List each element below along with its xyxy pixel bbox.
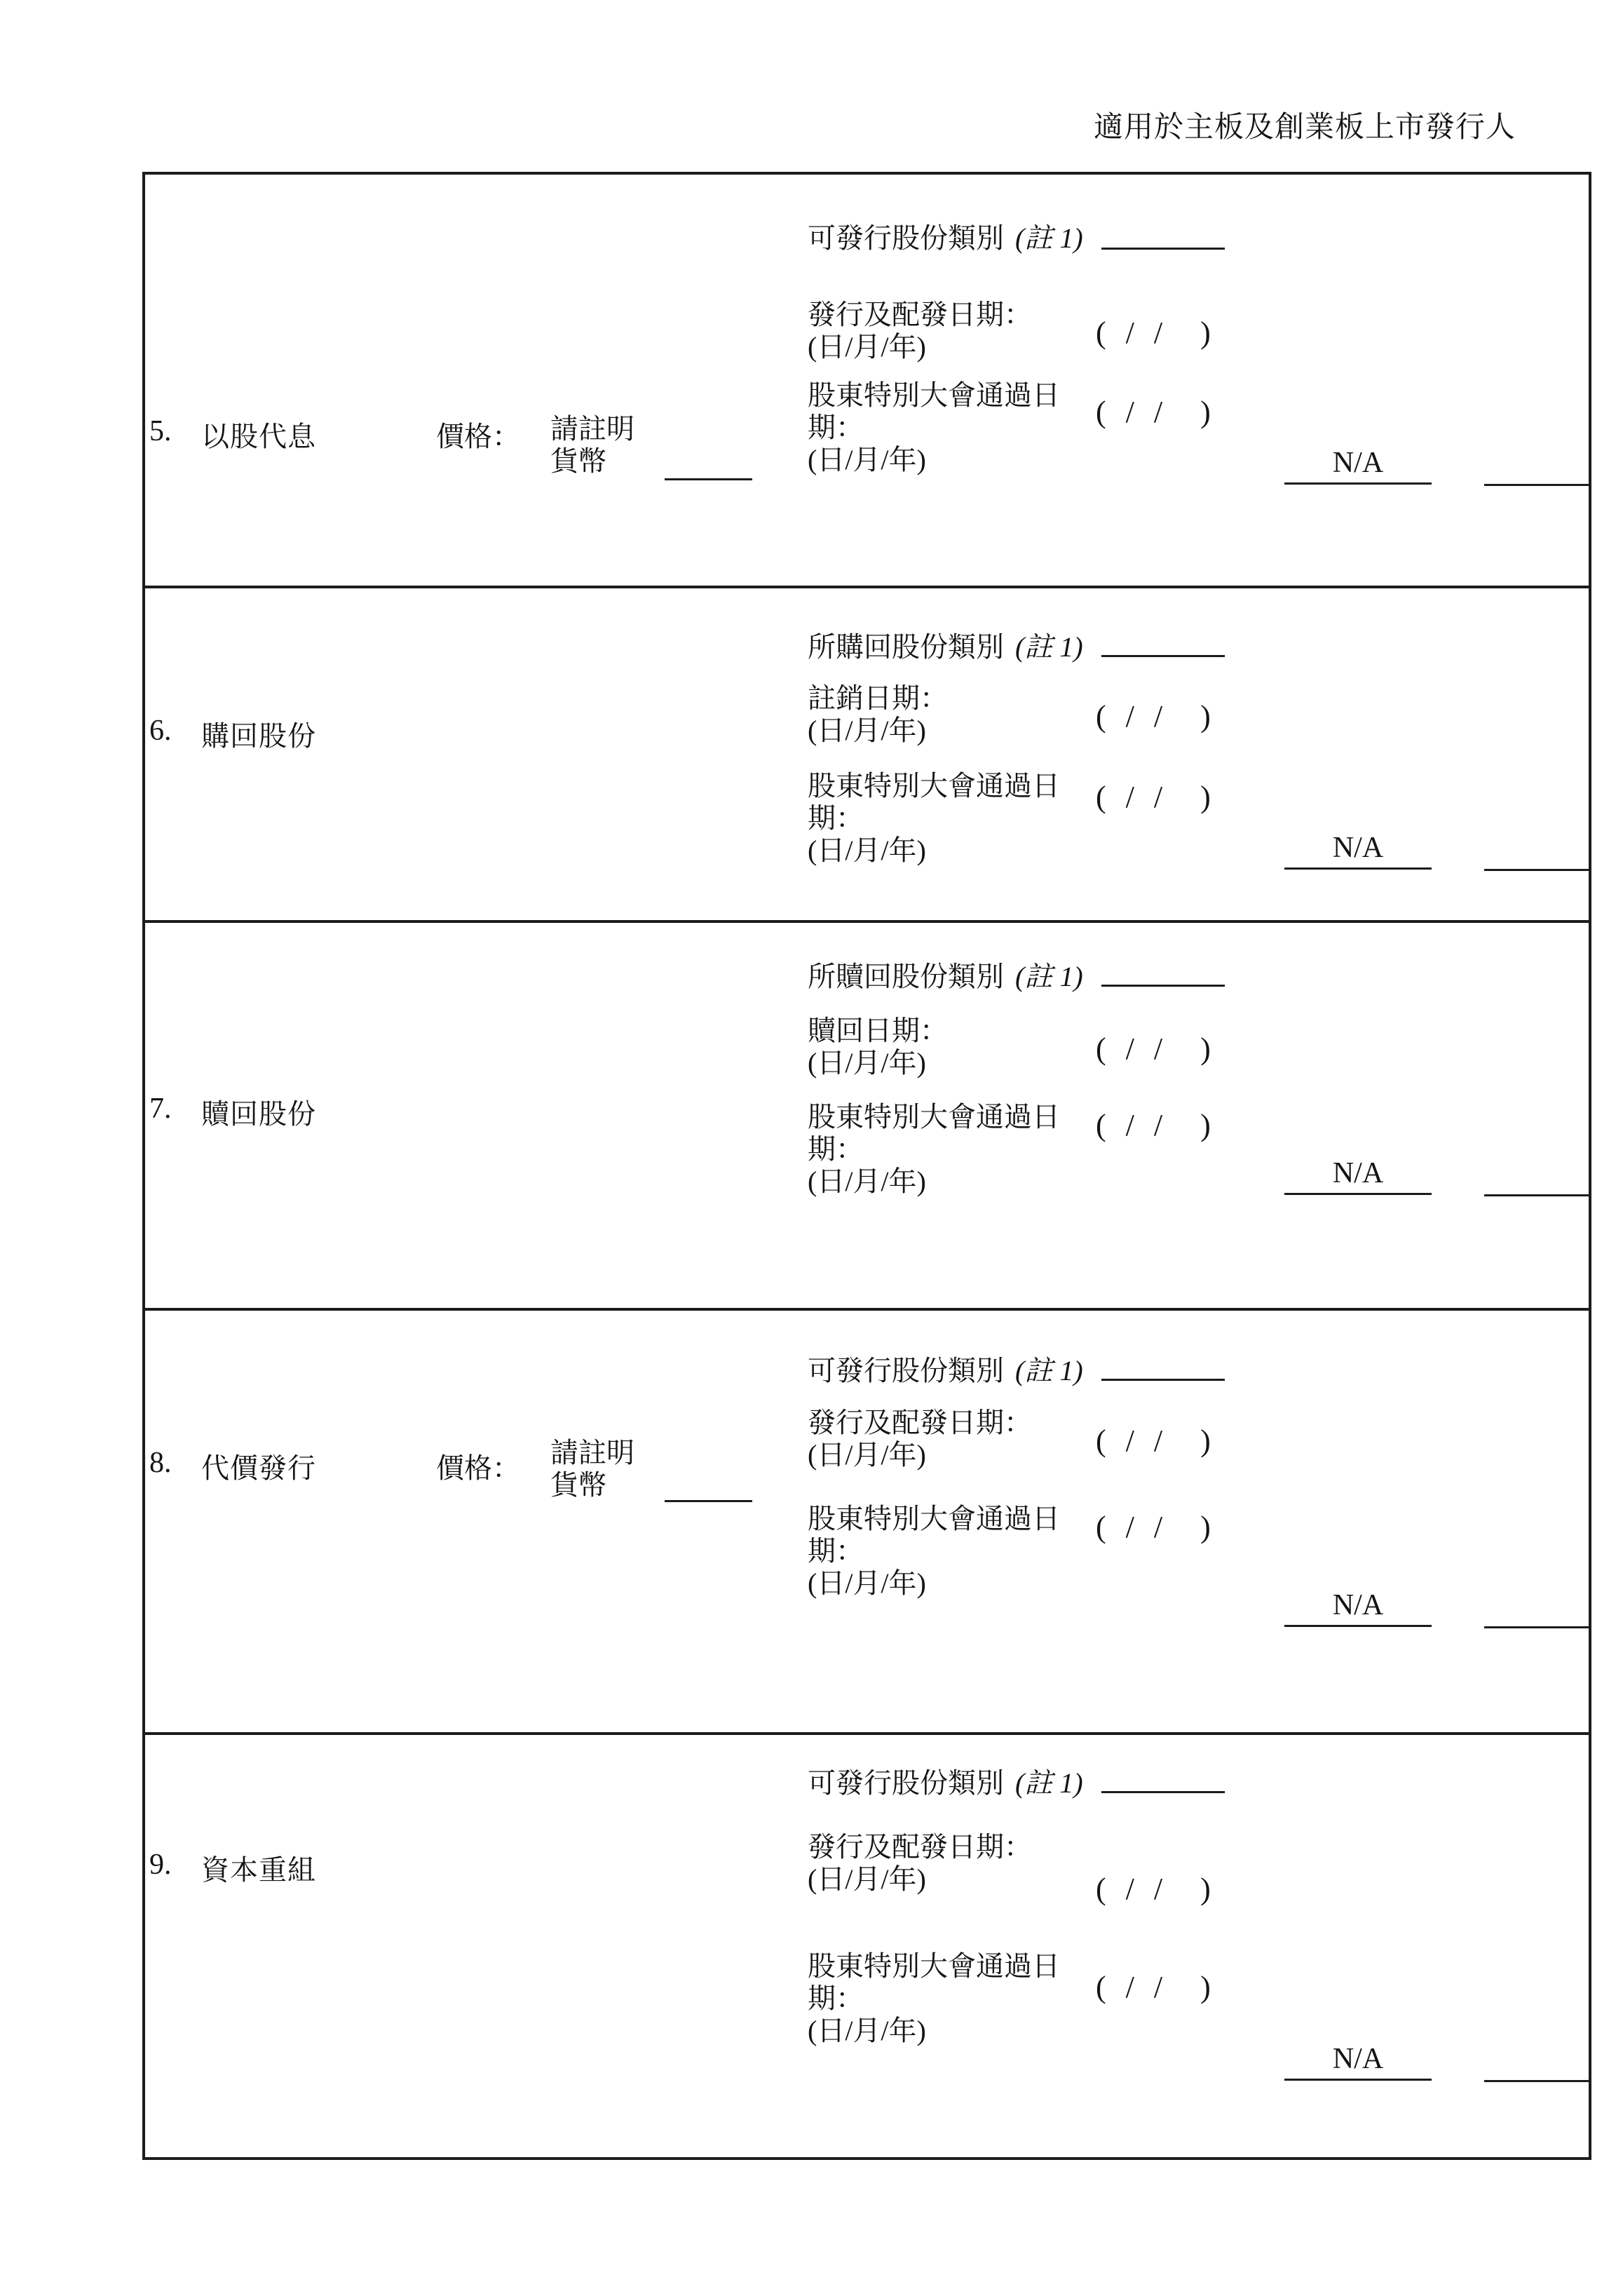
share-class-label — [808, 954, 1083, 994]
item-number: 7. — [149, 1093, 172, 1125]
issue-date-format: (日/月/年) — [808, 1439, 926, 1471]
share-class-note: (註 1) — [1015, 961, 1083, 992]
egm-date-label-line1: 股東特別大會通過日 — [808, 1503, 1060, 1534]
egm-date-format: (日/月/年) — [808, 1166, 926, 1197]
egm-date-label-line1: 股東特別大會通過日 — [808, 770, 1060, 802]
egm-date-format: (日/月/年) — [808, 2015, 926, 2046]
price-currency-note-line1: 請註明 — [550, 1437, 634, 1468]
egm-date-label — [808, 1503, 1109, 1600]
price-currency-note — [550, 1437, 634, 1501]
share-class-blank-line[interactable] — [1101, 985, 1225, 987]
price-currency-note-line1: 請註明 — [550, 413, 634, 445]
cancellation-date-label — [808, 682, 1109, 747]
issue-date-label — [808, 1407, 1109, 1471]
egm-date-value-field[interactable]: ( / / ) — [1096, 1510, 1212, 1544]
price-currency-note — [550, 413, 634, 478]
share-class-note: (註 1) — [1015, 631, 1083, 663]
egm-date-label-line1: 股東特別大會通過日 — [808, 1101, 1060, 1133]
egm-date-label — [808, 1950, 1109, 2047]
share-class-text: 可發行股份類別 — [808, 222, 1004, 254]
egm-date-format: (日/月/年) — [808, 1567, 926, 1599]
egm-date-value-field[interactable]: ( / / ) — [1096, 1108, 1212, 1142]
egm-date-label-line2: 期： — [808, 412, 864, 443]
issue-date-label-line1: 發行及配發日期： — [808, 1407, 1032, 1438]
share-class-blank-line[interactable] — [1101, 1379, 1225, 1381]
extra-blank-line[interactable] — [1484, 869, 1589, 871]
na-value-line[interactable]: N/A — [1284, 832, 1432, 870]
share-class-text: 所贖回股份類別 — [808, 961, 1004, 992]
na-value-line[interactable]: N/A — [1284, 1590, 1432, 1627]
egm-date-value-field[interactable]: ( / / ) — [1096, 780, 1212, 814]
price-blank-line[interactable] — [665, 478, 752, 480]
egm-date-format: (日/月/年) — [808, 835, 926, 866]
share-class-note: (註 1) — [1015, 222, 1083, 254]
item-name: 購回股份 — [201, 720, 316, 752]
na-value-line[interactable]: N/A — [1284, 1158, 1432, 1195]
extra-blank-line[interactable] — [1484, 1194, 1589, 1196]
item-name: 代價發行 — [201, 1452, 316, 1484]
item-name: 資本重組 — [201, 1854, 316, 1886]
page-header-note: 適用於主板及創業板上市發行人 — [1094, 112, 1516, 144]
issue-date-label-line1: 發行及配發日期： — [808, 299, 1032, 330]
issue-date-label — [808, 299, 1109, 363]
redemption-date-label — [808, 1015, 1109, 1079]
price-label: 價格： — [436, 421, 520, 452]
share-class-note: (註 1) — [1015, 1355, 1083, 1386]
egm-date-label-line2: 期： — [808, 1535, 864, 1567]
item-number: 5. — [149, 415, 172, 447]
egm-date-label-line1: 股東特別大會通過日 — [808, 1950, 1060, 1982]
egm-date-label-line2: 期： — [808, 1983, 864, 2014]
egm-date-label-line2: 期： — [808, 802, 864, 834]
share-class-label — [808, 1761, 1083, 1801]
issue-date-format: (日/月/年) — [808, 331, 926, 363]
share-class-text: 可發行股份類別 — [808, 1355, 1004, 1386]
issue-date-value-field[interactable]: ( / / ) — [1096, 1872, 1212, 1906]
item-number: 6. — [149, 715, 172, 747]
extra-blank-line[interactable] — [1484, 2080, 1589, 2082]
share-class-blank-line[interactable] — [1101, 1791, 1225, 1793]
egm-date-value-field[interactable]: ( / / ) — [1096, 1970, 1212, 2004]
price-currency-note-line2: 貨幣 — [550, 445, 606, 477]
na-value-line[interactable]: N/A — [1284, 2044, 1432, 2081]
redemption-date-value-field[interactable]: ( / / ) — [1096, 1032, 1212, 1066]
egm-date-label — [808, 770, 1109, 867]
issue-date-label — [808, 1831, 1109, 1896]
egm-date-label-line2: 期： — [808, 1133, 864, 1165]
redemption-date-format: (日/月/年) — [808, 1047, 926, 1079]
price-label: 價格： — [436, 1452, 520, 1484]
section-row-scrip-dividend — [145, 175, 1589, 586]
egm-date-label — [808, 1101, 1109, 1198]
share-class-note: (註 1) — [1015, 1767, 1083, 1799]
redemption-date-label-line1: 贖回日期： — [808, 1015, 948, 1046]
share-class-text: 可發行股份類別 — [808, 1767, 1004, 1799]
item-number: 9. — [149, 1849, 172, 1881]
egm-date-value-field[interactable]: ( / / ) — [1096, 395, 1212, 429]
price-blank-line[interactable] — [665, 1500, 752, 1502]
form-table — [142, 172, 1591, 2160]
share-class-label — [808, 625, 1083, 665]
section-row-redemption — [145, 920, 1589, 1308]
section-row-consideration-issue — [145, 1308, 1589, 1732]
cancellation-date-value-field[interactable]: ( / / ) — [1096, 699, 1212, 734]
share-class-blank-line[interactable] — [1101, 248, 1225, 250]
cancellation-date-format: (日/月/年) — [808, 715, 926, 746]
extra-blank-line[interactable] — [1484, 484, 1589, 486]
share-class-blank-line[interactable] — [1101, 655, 1225, 657]
price-currency-note-line2: 貨幣 — [550, 1469, 606, 1501]
na-value-line[interactable]: N/A — [1284, 447, 1432, 485]
share-class-label — [808, 216, 1083, 256]
egm-date-label-line1: 股東特別大會通過日 — [808, 379, 1060, 411]
cancellation-date-label-line1: 註銷日期： — [808, 682, 948, 714]
item-name: 贖回股份 — [201, 1098, 316, 1130]
issue-date-label-line1: 發行及配發日期： — [808, 1831, 1032, 1863]
egm-date-label — [808, 379, 1109, 476]
extra-blank-line[interactable] — [1484, 1626, 1589, 1628]
item-name: 以股代息 — [201, 421, 316, 452]
item-number: 8. — [149, 1447, 172, 1479]
share-class-text: 所購回股份類別 — [808, 631, 1004, 663]
share-class-label — [808, 1349, 1083, 1389]
issue-date-value-field[interactable]: ( / / ) — [1096, 1424, 1212, 1458]
issue-date-value-field[interactable]: ( / / ) — [1096, 316, 1212, 350]
egm-date-format: (日/月/年) — [808, 444, 926, 475]
section-row-capital-reorganisation — [145, 1732, 1589, 2157]
section-row-repurchase — [145, 586, 1589, 920]
issue-date-format: (日/月/年) — [808, 1863, 926, 1895]
